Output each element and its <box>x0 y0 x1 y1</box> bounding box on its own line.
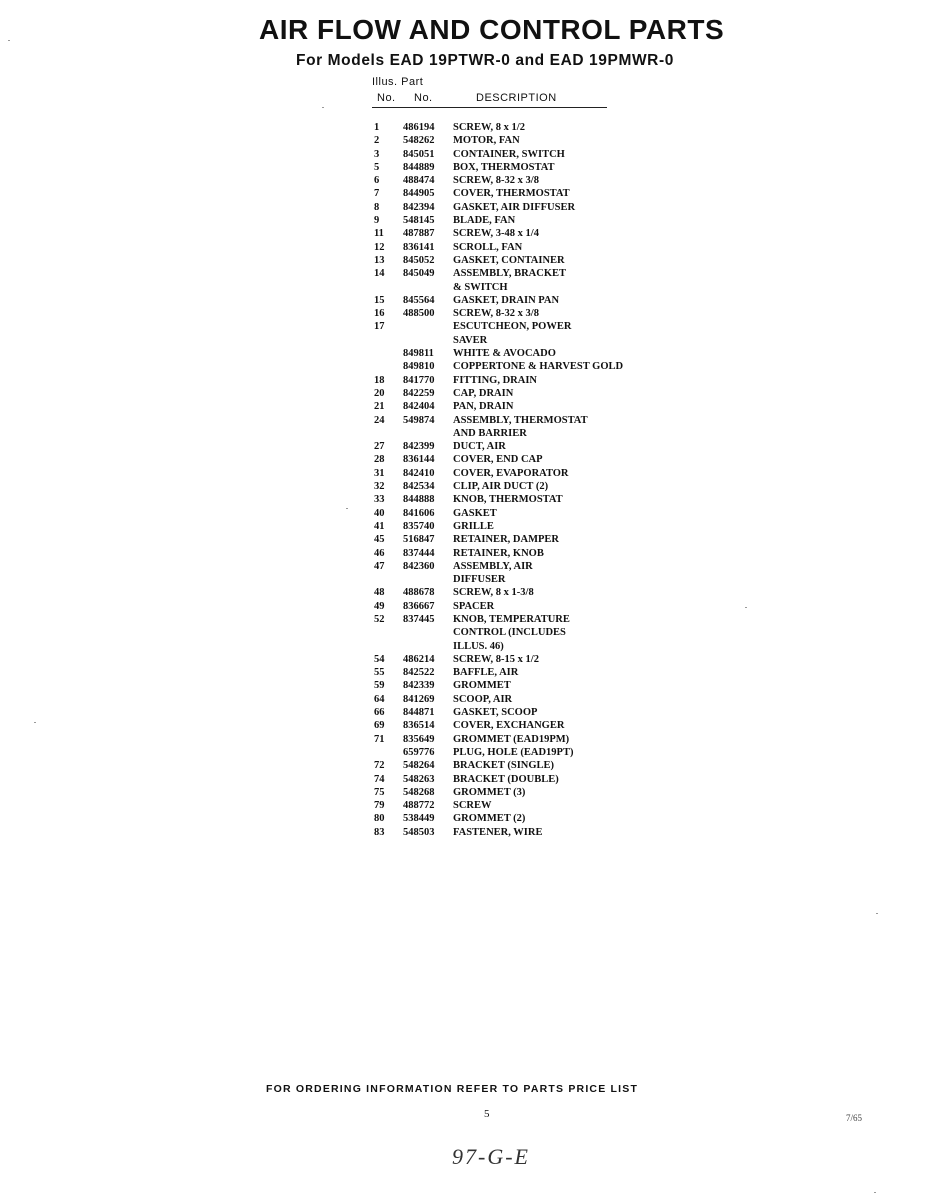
illus-number: 16 <box>374 308 385 320</box>
part-number: 842259 <box>403 387 435 399</box>
page-number: 5 <box>484 1108 490 1120</box>
part-description: SCOOP, AIR <box>453 693 513 705</box>
document-code: 7/65 <box>846 1113 863 1123</box>
parts-row <box>374 786 674 799</box>
parts-row <box>374 254 674 267</box>
illus-number: 8 <box>374 201 380 213</box>
scan-speck <box>874 1192 876 1193</box>
scan-speck <box>8 40 10 41</box>
illus-number: 3 <box>374 148 380 160</box>
part-number: 836141 <box>403 241 435 253</box>
part-number: 845564 <box>403 294 435 306</box>
part-description: MOTOR, FAN <box>453 135 520 147</box>
part-description: ASSEMBLY, BRACKET <box>453 268 567 280</box>
part-number: 844889 <box>403 161 435 173</box>
part-description: COVER, THERMOSTAT <box>453 188 570 200</box>
illus-number: 72 <box>374 760 385 772</box>
illus-number: 13 <box>374 254 385 266</box>
parts-row <box>374 161 674 174</box>
illus-number: 47 <box>374 560 385 572</box>
parts-row <box>374 533 674 546</box>
parts-row <box>374 414 674 427</box>
part-description: GASKET, AIR DIFFUSER <box>453 201 576 213</box>
part-description: SAVER <box>453 334 488 346</box>
illus-number: 40 <box>374 507 385 519</box>
illus-number: 9 <box>374 215 380 227</box>
part-description: COPPERTONE & HARVEST GOLD <box>453 361 624 373</box>
part-number: 488500 <box>403 308 435 320</box>
parts-row <box>374 281 674 294</box>
part-description: ASSEMBLY, AIR <box>453 560 533 572</box>
illus-number: 83 <box>374 826 385 838</box>
part-number: 845051 <box>403 148 435 160</box>
parts-row <box>374 733 674 746</box>
part-number: 845049 <box>403 268 435 280</box>
part-number: 548145 <box>403 215 435 227</box>
parts-row <box>374 387 674 400</box>
scan-speck <box>745 607 747 608</box>
part-number: 548262 <box>403 135 435 147</box>
part-number: 659776 <box>403 746 435 758</box>
part-description: PAN, DRAIN <box>453 401 514 413</box>
illus-number: 18 <box>374 374 385 386</box>
parts-row <box>374 453 674 466</box>
parts-row <box>374 241 674 254</box>
part-description: SCREW <box>453 800 492 812</box>
header-illus-no: No. <box>377 92 396 104</box>
part-description: FITTING, DRAIN <box>453 374 538 386</box>
illus-number: 41 <box>374 520 385 532</box>
part-description: FASTENER, WIRE <box>453 826 543 838</box>
part-number: 842534 <box>403 481 435 493</box>
illus-number: 59 <box>374 680 385 692</box>
part-number: 837445 <box>403 613 435 625</box>
part-number: 836144 <box>403 454 435 466</box>
part-number: 842410 <box>403 467 435 479</box>
part-number: 845052 <box>403 254 435 266</box>
illus-number: 32 <box>374 481 385 493</box>
part-description: CLIP, AIR DUCT (2) <box>453 481 549 493</box>
part-description: BRACKET (DOUBLE) <box>453 773 559 785</box>
part-number: 548503 <box>403 826 435 838</box>
header-part-no: No. <box>414 92 433 104</box>
part-description: CONTROL (INCLUDES <box>453 627 566 639</box>
part-number: 844888 <box>403 494 435 506</box>
part-number: 842339 <box>403 680 435 692</box>
part-number: 516847 <box>403 534 435 546</box>
parts-row <box>374 759 674 772</box>
part-description: WHITE & AVOCADO <box>453 348 556 360</box>
parts-row <box>374 666 674 679</box>
parts-row <box>374 320 674 333</box>
part-description: SCREW, 8-32 x 3/8 <box>453 308 539 320</box>
parts-row <box>374 693 674 706</box>
parts-row <box>374 600 674 613</box>
parts-row <box>374 227 674 240</box>
illus-number: 1 <box>374 122 380 133</box>
part-description: SCREW, 8 x 1-3/8 <box>453 587 534 599</box>
part-description: SCREW, 8-32 x 3/8 <box>453 175 539 187</box>
ordering-info-footer: FOR ORDERING INFORMATION REFER TO PARTS PRICE LIST <box>266 1083 639 1095</box>
illus-number: 24 <box>374 414 385 426</box>
illus-number: 69 <box>374 720 385 732</box>
parts-row <box>374 799 674 812</box>
parts-row <box>374 653 674 666</box>
parts-row <box>374 360 674 373</box>
part-number: 836514 <box>403 720 435 732</box>
illus-number: 45 <box>374 534 385 546</box>
parts-row <box>374 826 674 839</box>
handwritten-note: 97-G-E <box>452 1144 530 1169</box>
parts-row <box>374 440 674 453</box>
part-description: GROMMET (2) <box>453 813 526 825</box>
illus-number: 54 <box>374 653 385 665</box>
part-number: 837444 <box>403 547 435 559</box>
parts-row <box>374 294 674 307</box>
illus-number: 64 <box>374 693 385 705</box>
part-description: ASSEMBLY, THERMOSTAT <box>453 414 588 426</box>
part-description: GASKET, CONTAINER <box>453 254 565 266</box>
parts-row <box>374 773 674 786</box>
part-description: BRACKET (SINGLE) <box>453 760 555 772</box>
illus-number: 66 <box>374 707 385 719</box>
part-number: 548268 <box>403 786 435 798</box>
part-description: GASKET <box>453 507 497 519</box>
part-description: SPACER <box>453 600 495 612</box>
illus-number: 52 <box>374 613 385 625</box>
scan-speck <box>322 107 324 108</box>
parts-row <box>374 134 674 147</box>
models-subtitle: For Models EAD 19PTWR-0 and EAD 19PMWR-0 <box>296 52 674 69</box>
parts-row <box>374 706 674 719</box>
illus-number: 14 <box>374 268 385 280</box>
part-description: AND BARRIER <box>453 427 527 439</box>
illus-number: 33 <box>374 494 385 506</box>
illus-number: 28 <box>374 454 385 466</box>
scan-speck <box>876 913 878 914</box>
parts-row <box>374 347 674 360</box>
part-number: 841770 <box>403 374 435 386</box>
parts-row <box>374 626 674 639</box>
illus-number: 48 <box>374 587 385 599</box>
part-description: GASKET, DRAIN PAN <box>453 294 560 306</box>
illus-number: 6 <box>374 175 380 187</box>
illus-number: 21 <box>374 401 385 413</box>
parts-row <box>374 613 674 626</box>
illus-number: 7 <box>374 188 380 200</box>
part-description: RETAINER, DAMPER <box>453 534 559 546</box>
parts-row <box>374 640 674 653</box>
illus-number: 11 <box>374 228 384 240</box>
parts-row <box>374 334 674 347</box>
part-description: GRILLE <box>453 520 494 532</box>
part-number: 842522 <box>403 667 435 679</box>
parts-row <box>374 467 674 480</box>
parts-row <box>374 493 674 506</box>
illus-number: 74 <box>374 773 385 785</box>
parts-row <box>374 507 674 520</box>
parts-row <box>374 174 674 187</box>
part-description: SCREW, 8-15 x 1/2 <box>453 653 539 665</box>
parts-row <box>374 427 674 440</box>
part-description: SCREW, 3-48 x 1/4 <box>453 228 539 240</box>
illus-number: 55 <box>374 667 385 679</box>
illus-number: 20 <box>374 387 385 399</box>
scan-speck <box>346 508 348 509</box>
illus-number: 49 <box>374 600 385 612</box>
parts-row <box>374 307 674 320</box>
part-number: 849811 <box>403 348 434 360</box>
parts-row <box>374 148 674 161</box>
part-description: KNOB, TEMPERATURE <box>453 613 570 625</box>
part-number: 488474 <box>403 175 435 187</box>
parts-row <box>374 586 674 599</box>
parts-row <box>374 679 674 692</box>
part-description: SCREW, 8 x 1/2 <box>453 122 525 133</box>
part-description: DIFFUSER <box>453 574 506 586</box>
part-description: COVER, EXCHANGER <box>453 720 565 732</box>
part-description: GROMMET (EAD19PM) <box>453 733 570 745</box>
parts-row <box>374 267 674 280</box>
scan-speck <box>34 722 36 723</box>
parts-row <box>374 121 674 134</box>
part-number: 487887 <box>403 228 435 240</box>
page-title: AIR FLOW AND CONTROL PARTS <box>259 14 725 45</box>
header-description: DESCRIPTION <box>476 92 557 104</box>
parts-row <box>374 560 674 573</box>
parts-list <box>374 121 674 839</box>
parts-row <box>374 201 674 214</box>
illus-number: 71 <box>374 733 385 745</box>
illus-number: 31 <box>374 467 385 479</box>
part-description: KNOB, THERMOSTAT <box>453 494 563 506</box>
part-description: BAFFLE, AIR <box>453 667 519 679</box>
part-description: & SWITCH <box>453 281 508 293</box>
part-number: 538449 <box>403 813 435 825</box>
part-description: BLADE, FAN <box>453 215 516 227</box>
part-number: 849810 <box>403 361 435 373</box>
illus-number: 27 <box>374 441 385 453</box>
header-rule <box>372 107 607 108</box>
illus-number: 17 <box>374 321 385 333</box>
part-description: CONTAINER, SWITCH <box>453 148 565 160</box>
part-number: 488678 <box>403 587 435 599</box>
part-number: 548264 <box>403 760 435 772</box>
illus-number: 12 <box>374 241 385 253</box>
parts-row <box>374 547 674 560</box>
part-number: 486214 <box>403 653 435 665</box>
parts-row <box>374 374 674 387</box>
part-description: ILLUS. 46) <box>453 640 504 652</box>
part-number: 488772 <box>403 800 435 812</box>
part-description: DUCT, AIR <box>453 441 506 453</box>
part-description: PLUG, HOLE (EAD19PT) <box>453 746 574 758</box>
header-illus-part: Illus. Part <box>372 76 424 88</box>
part-description: SCROLL, FAN <box>453 241 523 253</box>
part-number: 842394 <box>403 201 435 213</box>
part-description: RETAINER, KNOB <box>453 547 544 559</box>
illus-number: 75 <box>374 786 385 798</box>
part-number: 842399 <box>403 441 435 453</box>
part-description: GROMMET (3) <box>453 786 526 798</box>
part-description: CAP, DRAIN <box>453 387 514 399</box>
part-number: 835740 <box>403 520 435 532</box>
part-number: 486194 <box>403 122 435 133</box>
illus-number: 15 <box>374 294 385 306</box>
part-description: BOX, THERMOSTAT <box>453 161 555 173</box>
part-number: 842360 <box>403 560 435 572</box>
parts-row <box>374 573 674 586</box>
illus-number: 46 <box>374 547 385 559</box>
parts-row <box>374 214 674 227</box>
part-description: GASKET, SCOOP <box>453 707 538 719</box>
parts-row <box>374 812 674 825</box>
part-number: 842404 <box>403 401 435 413</box>
illus-number: 80 <box>374 813 385 825</box>
part-number: 549874 <box>403 414 435 426</box>
part-description: COVER, EVAPORATOR <box>453 467 569 479</box>
parts-row <box>374 480 674 493</box>
part-description: GROMMET <box>453 680 511 692</box>
parts-row <box>374 520 674 533</box>
illus-number: 79 <box>374 800 385 812</box>
parts-row <box>374 719 674 732</box>
illus-number: 2 <box>374 135 380 147</box>
parts-row <box>374 746 674 759</box>
part-number: 548263 <box>403 773 435 785</box>
illus-number: 5 <box>374 161 380 173</box>
part-number: 836667 <box>403 600 435 612</box>
part-number: 841606 <box>403 507 435 519</box>
part-description: COVER, END CAP <box>453 454 543 466</box>
part-number: 841269 <box>403 693 435 705</box>
part-description: ESCUTCHEON, POWER <box>453 321 572 333</box>
part-number: 835649 <box>403 733 435 745</box>
parts-row <box>374 400 674 413</box>
parts-row <box>374 187 674 200</box>
part-number: 844905 <box>403 188 435 200</box>
part-number: 844871 <box>403 707 435 719</box>
